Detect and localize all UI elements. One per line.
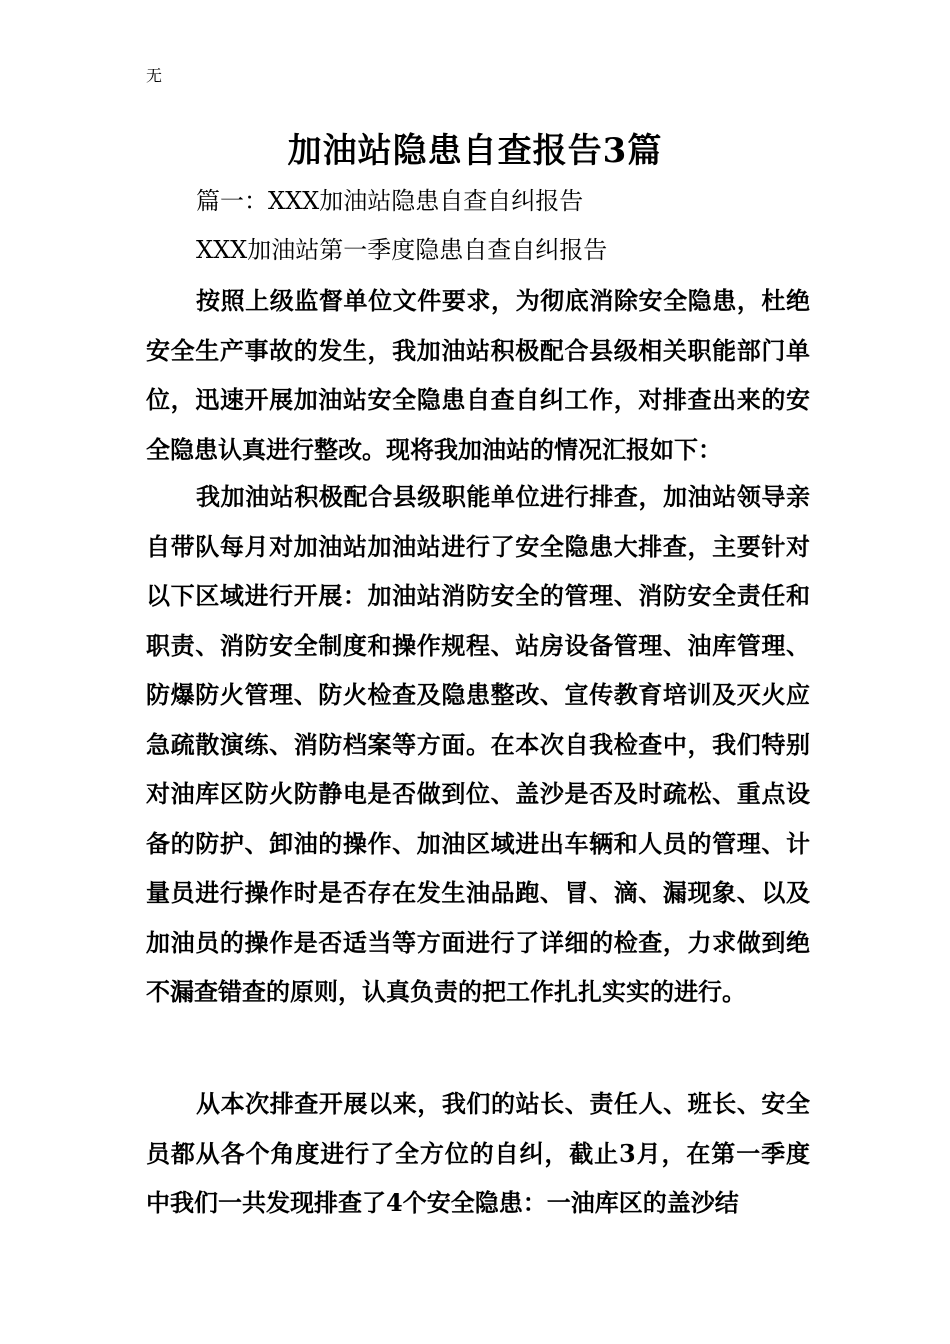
report-title: XXX加油站第一季度隐患自查自纠报告 (196, 236, 608, 264)
section-heading: 篇一：XXX加油站隐患自查自纠报告 (196, 187, 584, 215)
body-paragraph-2: 我加油站积极配合县级职能单位进行排查，加油站领导亲自带队每月对加油站加油站进行了安全隐患大排查，主要针对以下区域进行开展：加油站消防安全的管理、消防安全责任和职责、消防安全制度和操作规程、站房设备管理、油库管理、防爆防火管理、防火检查及隐患整改、宣传教育培训及灭火应急疏散演练、消防档案等方面。在本次自我检查中，我们特别对油库区防火防静电是否做到位、盖沙是否及时疏松、重点设备的防护、卸油的操作、加油区域进出车辆和人员的管理、计量员进行操作时是否存在发生油品跑、冒、滴、漏现象、以及加油员的操作是否适当等方面进行了详细的检查，力求做到绝不漏查错查的原则，认真负责的把工作扎扎实实的进行。 (146, 482, 810, 1006)
body-paragraph-1-block (146, 276, 810, 474)
body-paragraph-3: 从本次排查开展以来，我们的站长、责任人、班长、安全员都从各个角度进行了全方位的自纠，截止3月，在第一季度中我们一共发现排查了4个安全隐患：一油库区的盖沙结 (146, 1089, 810, 1217)
document-title: 加油站隐患自查报告3篇 (287, 131, 663, 171)
header-note: 无 (146, 66, 163, 85)
body-paragraph-1: 按照上级监督单位文件要求，为彻底消除安全隐患，杜绝安全生产事故的发生，我加油站积极配合县级相关职能部门单位，迅速开展加油站安全隐患自查自纠工作，对排查出来的安全隐患认真进行整改。现将我加油站的情况汇报如下： (146, 286, 810, 464)
body-paragraph-2-block (146, 472, 810, 1017)
body-paragraph-3-block (146, 1079, 810, 1228)
